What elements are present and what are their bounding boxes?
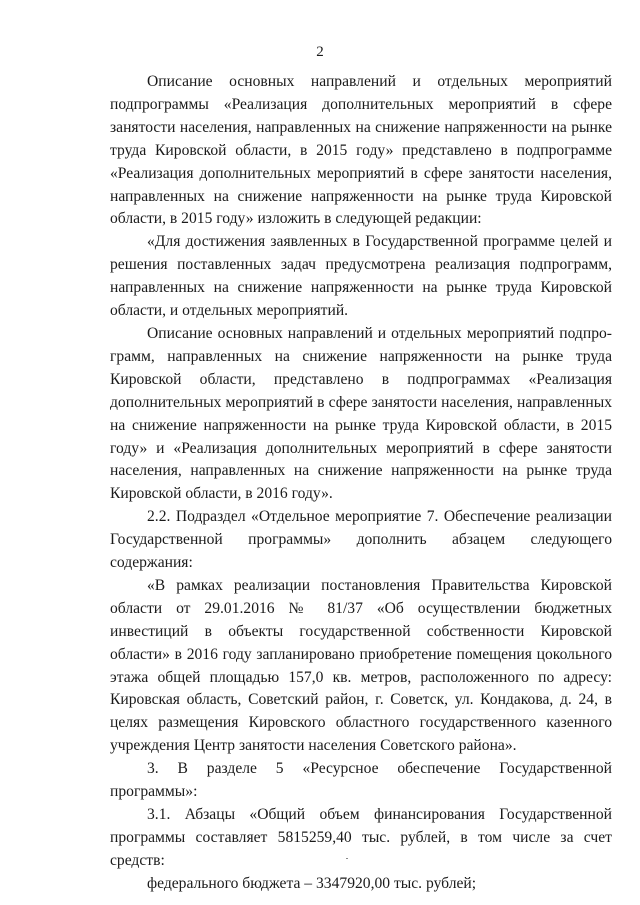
paragraph-2: «Для достижения заявленных в Государственной программе целей и решения поставленных задач предусмотрена реализация подпрограмм, направленных на снижение напряженности на рынке труда Кировской области, и отдельных мероприятий. <box>110 233 612 320</box>
paragraph-3: Описание основных направлений и отдельных мероприятий подпрограмм, направленных на снижение напряженности на рынке труда Кировской области, представлено в подпрограммах «Реализация дополнительных мероприятий в сфере занятости населения, направленных на снижение напряженности на рынке труда Кировской области, в 2015 году» и «Реализация дополнительных мероприятий в сфере занятости населения, направленных на снижение напряженности на рынке труда Кировской области, в 2016 году». <box>110 324 612 503</box>
document-body <box>110 71 612 896</box>
paragraph-7: 3.1. Абзацы «Общий объем финансирования Государственной программы составляет 5815259,40 тыс. рублей, в том числе за счет средств: <box>110 806 612 869</box>
page-number: 2 <box>316 44 324 60</box>
paragraph-4: 2.2. Подраздел «Отдельное мероприятие 7. Обеспечение реализации Государственной программы» дополнить абзацем следующего содержания: <box>110 508 612 572</box>
paragraph-5: «В рамках реализации постановления Правительства Кировской области от 29.01.2016 № 81/37 «Об осуществлении бюджетных инвестиций в объекты государственной собственности Кировской области» в 2016 году запланировано приобретение помещения цокольного этажа общей площадью 157,0 кв. метров, расположенного по адресу: Кировская область, Советский район, г. Советск, ул. Кондакова, д. 24, в целях размещения Кировского областного государственного казенного учреждения Центр занятости населения Советского района». <box>110 576 612 755</box>
scan-speck <box>346 858 348 859</box>
paragraph-8: федерального бюджета – 3347920,00 тыс. рублей; <box>147 874 477 892</box>
paragraph-6: 3. В разделе 5 «Ресурсное обеспечение Государственной программы»: <box>110 760 612 801</box>
paragraph-1: Описание основных направлений и отдельных мероприятий подпрограммы «Реализация дополнительных мероприятий в сфере занятости населения, направленных на снижение напряженности на рынке труда Кировской области, в 2015 году» представлено в подпрограмме «Реализация дополнительных мероприятий в сфере занятости населения, направленных на снижение напряженности на рынке труда Кировской области, в 2015 году» изложить в следующей редакции: <box>110 73 612 228</box>
